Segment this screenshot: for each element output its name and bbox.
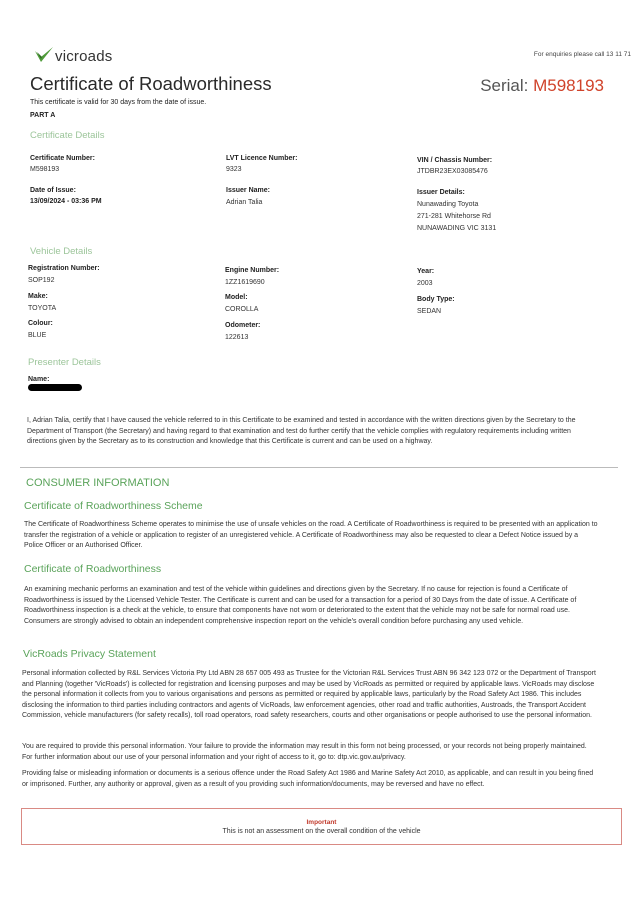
vin-value: JTDBR23EX03085476 (417, 168, 488, 175)
privacy-text-2: You are required to provide this personal information. Your failure to provide the information may result in this form not being processed, or your records not being properly maintained. For further information about our use of your personal information and your right of access to it, go to: dtp.vic.gov.au/privacy. (22, 743, 587, 761)
lvt-label: LVT Licence Number: (226, 155, 298, 162)
colour-value: BLUE (28, 332, 47, 339)
validity-text: This certificate is valid for 30 days from the date of issue. (30, 99, 207, 106)
redacted-name (28, 384, 82, 391)
serial-label: Serial: (480, 76, 534, 95)
registration-label: Registration Number: (28, 265, 100, 272)
vin-label: VIN / Chassis Number: (417, 157, 493, 164)
page-title: Certificate of Roadworthiness (30, 73, 272, 94)
issuer-details-label: Issuer Details: (417, 189, 465, 196)
serial (480, 76, 604, 96)
serial-number: M598193 (533, 76, 604, 95)
date-label: Date of Issue: (30, 187, 76, 194)
odometer-label: Odometer: (225, 322, 261, 329)
important-box (21, 808, 622, 845)
make-label: Make: (28, 293, 48, 300)
make-value: TOYOTA (28, 305, 57, 312)
cert-number-value: M598193 (30, 166, 60, 173)
vicroads-check-icon (34, 46, 54, 64)
body-type-value: SEDAN (417, 308, 442, 315)
important-title: Important (306, 819, 337, 826)
model-value: COROLLA (225, 306, 259, 313)
certificate-details-heading: Certificate Details (30, 130, 105, 141)
issuer-name-value: Adrian Talia (226, 199, 263, 206)
certification-statement: I, Adrian Talia, certify that I have caused the vehicle referred to in this Certificate to be examined and tested in accordance with the written directions given by the Secretary to the Department of Transport (the Secretary) and having regard to that examination and test do further certify that the vehicle complies with regulatory requirements including written directions given by the Secretary as to its construction and knowledge that this Certificate is current and can be used on a highway. (27, 417, 576, 445)
logo-text: vicroads (55, 48, 113, 65)
privacy-text-1: Personal information collected by R&L Services Victoria Pty Ltd ABN 28 657 005 493 as Trustee for the Victorian R&L Services Trust ABN 96 342 123 072 or the Department of Transport and Planning (together 'VicRoads') is collected for registration and licensing purposes and may be used by VicRoads as permitted or required by applicable laws. VicRoads may disclose the personal information it collects from you to various organisations and persons as permitted or required by applicable laws, particularly by the Road Safety Act 1986. This includes disclosing the information to third parties including contractors and agents of VicRoads, law enforcement agencies, other road and traffic authorities, Austroads, the Transport Accident Commission, vehicle manufacturers (for safety recalls), toll road operators, road safety researchers, courts and other organisations or people authorised to use the personal information. (22, 670, 596, 719)
lvt-value: 9323 (226, 166, 242, 173)
important-text: This is not an assessment on the overall condition of the vehicle (222, 828, 421, 835)
scheme-heading: Certificate of Roadworthiness Scheme (24, 500, 203, 512)
colour-label: Colour: (28, 320, 53, 327)
body-type-label: Body Type: (417, 296, 455, 303)
year-value: 2003 (417, 280, 433, 287)
vehicle-details-heading: Vehicle Details (30, 246, 93, 257)
presenter-details-heading: Presenter Details (28, 357, 101, 368)
divider (20, 467, 618, 468)
odometer-value: 122613 (225, 334, 249, 341)
scheme-text: The Certificate of Roadworthiness Scheme operates to minimise the use of unsafe vehicles on the road. A Certificate of Roadworthiness is required to be presented with an application to transfer the registration of a vehicle or application to register of an unregistered vehicle. A Certificate of Roadworthiness may also be requested to clear a Defect Notice issued by a Police Officer or an Authorised Officer. (24, 521, 598, 549)
issuer-line-1: Nunawading Toyota (417, 201, 479, 208)
presenter-name-label: Name: (28, 376, 50, 383)
issuer-line-3: NUNAWADING VIC 3131 (417, 225, 497, 232)
certificate-text: An examining mechanic performs an examination and test of the vehicle within guidelines and directions given by the Secretary. If no cause for rejection is found a Certificate of Roadworthiness is issued by the Licensed Vehicle Tester. The Certificate is current and can be used for a transaction for a period of 30 Days from the date of issue. A Certificate of Roadworthiness inspection is a check at the vehicle, to ensure that components have not worn or deteriorated to the extent that the vehicle may not be safe for normal road use. Consumers are strongly advised to obtain an independent comprehensive inspection report on the vehicle's overall condition before purchasing any used vehicle. (24, 586, 577, 625)
issuer-line-2: 271-281 Whitehorse Rd (417, 213, 491, 220)
engine-value: 1ZZ1619690 (225, 279, 265, 286)
issuer-name-label: Issuer Name: (226, 187, 270, 194)
privacy-text-3: Providing false or misleading information or documents is a serious offence under the Road Safety Act 1986 and Marine Safety Act 2010, as applicable, and can result in you being fined or imprisoned. Further, any authority or approval, given as a result of you providing such information/documents, may be reversed and have no effect. (22, 770, 594, 788)
privacy-heading: VicRoads Privacy Statement (23, 648, 156, 660)
engine-label: Engine Number: (225, 267, 280, 274)
year-label: Year: (417, 268, 435, 275)
part-label: PART A (30, 112, 56, 119)
registration-value: SOP192 (28, 277, 55, 284)
date-value: 13/09/2024 - 03:36 PM (30, 198, 102, 205)
consumer-info-heading: CONSUMER INFORMATION (26, 477, 170, 489)
model-label: Model: (225, 294, 248, 301)
certificate-heading: Certificate of Roadworthiness (24, 563, 162, 575)
vicroads-logo (34, 46, 112, 64)
enquiries-text: For enquiries please call 13 11 71 (533, 51, 631, 58)
cert-number-label: Certificate Number: (30, 155, 95, 162)
